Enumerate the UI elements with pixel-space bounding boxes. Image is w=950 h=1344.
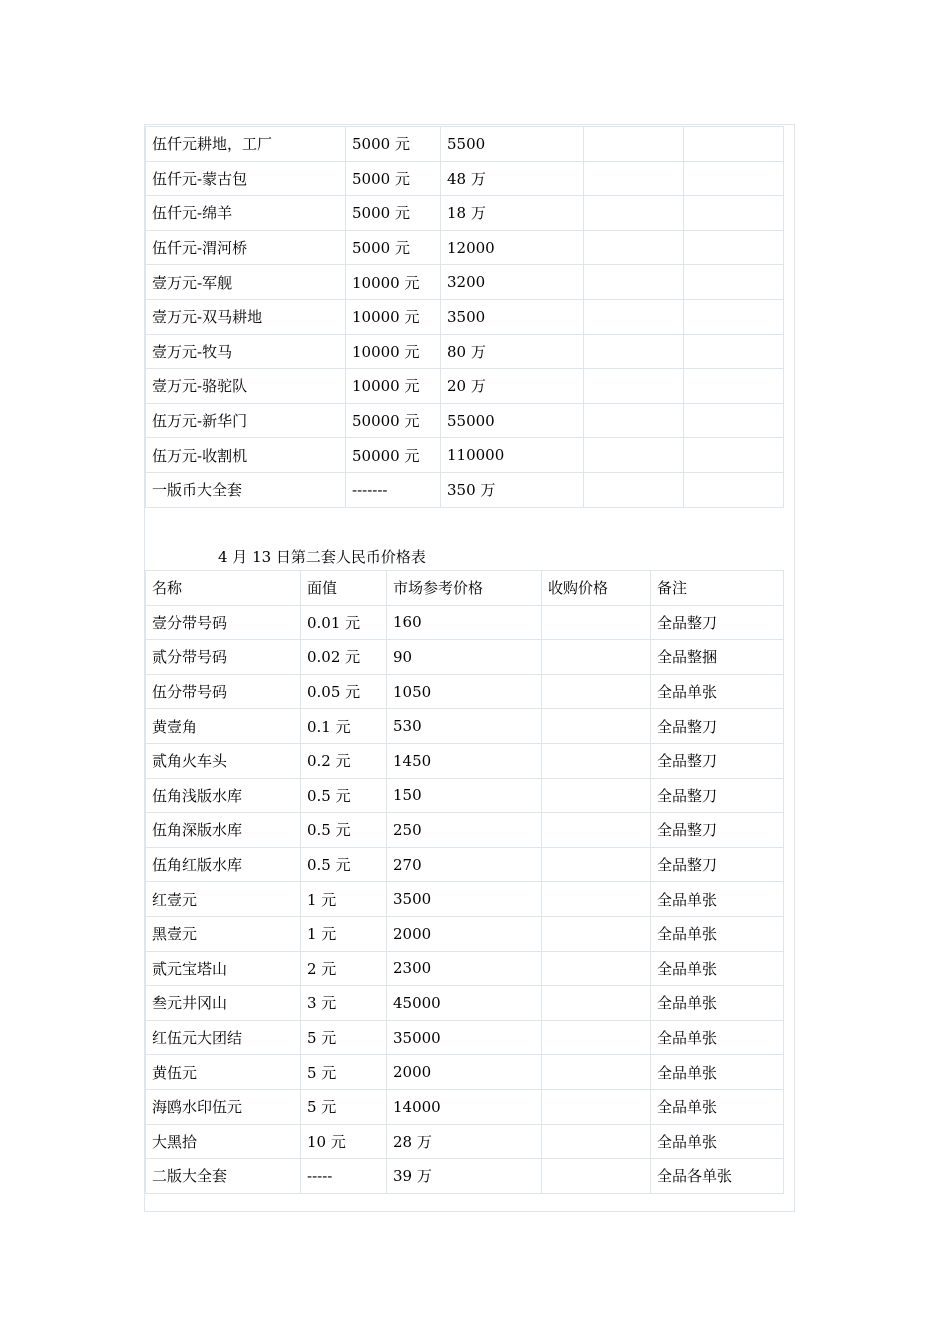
cell-empty [684,334,784,369]
table-row [146,640,784,675]
table-row [146,951,784,986]
cell-name: 壹万元-牧马 [146,334,346,369]
cell-market-price: 48 万 [441,161,584,196]
cell-name: 海鸥水印伍元 [146,1089,301,1124]
cell-market-price: 20 万 [441,369,584,404]
cell-remarks: 全品各单张 [651,1159,784,1194]
cell-name: 红伍元大团结 [146,1020,301,1055]
cell-remarks: 全品整刀 [651,743,784,778]
cell-purchase-price [542,709,651,744]
cell-face-value: 10 元 [301,1124,387,1159]
cell-name: 贰角火车头 [146,743,301,778]
cell-name: 黄壹角 [146,709,301,744]
cell-name: 伍仟元-绵羊 [146,196,346,231]
cell-empty [684,265,784,300]
cell-name: 伍仟元耕地，工厂 [146,127,346,162]
cell-face-value: 10000 元 [346,265,441,300]
cell-face-value: 5000 元 [346,196,441,231]
cell-face-value: 1 元 [301,882,387,917]
cell-name: 壹分带号码 [146,605,301,640]
cell-name: 伍仟元-渭河桥 [146,230,346,265]
cell-name: 伍万元-收割机 [146,438,346,473]
cell-market-price: 80 万 [441,334,584,369]
table-row [146,916,784,951]
header-name: 名称 [146,571,301,606]
cell-market-price: 3500 [441,299,584,334]
cell-name: 伍仟元-蒙古包 [146,161,346,196]
cell-face-value: 0.2 元 [301,743,387,778]
cell-name: 伍角红版水库 [146,847,301,882]
table-row [146,709,784,744]
cell-remarks: 全品单张 [651,951,784,986]
cell-empty [584,196,684,231]
cell-empty [684,472,784,507]
cell-empty [584,438,684,473]
cell-market-price: 3200 [441,265,584,300]
cell-purchase-price [542,743,651,778]
cell-face-value: 0.05 元 [301,674,387,709]
table-row [146,161,784,196]
cell-market-price: 3500 [387,882,542,917]
cell-remarks: 全品整刀 [651,847,784,882]
table-row [146,605,784,640]
cell-purchase-price [542,1089,651,1124]
cell-purchase-price [542,1124,651,1159]
cell-empty [584,334,684,369]
cell-empty [684,403,784,438]
cell-name: 黄伍元 [146,1055,301,1090]
cell-remarks: 全品单张 [651,1089,784,1124]
cell-market-price: 90 [387,640,542,675]
second-series-table-body [146,605,784,1193]
cell-market-price: 55000 [441,403,584,438]
cell-name: 二版大全套 [146,1159,301,1194]
cell-market-price: 150 [387,778,542,813]
cell-market-price: 2000 [387,1055,542,1090]
cell-market-price: 160 [387,605,542,640]
table-row [146,265,784,300]
cell-empty [584,472,684,507]
cell-face-value: 0.02 元 [301,640,387,675]
cell-purchase-price [542,986,651,1021]
cell-name: 大黑拾 [146,1124,301,1159]
table-row [146,1124,784,1159]
cell-purchase-price [542,951,651,986]
cell-face-value: 50000 元 [346,438,441,473]
cell-market-price: 1050 [387,674,542,709]
cell-market-price: 45000 [387,986,542,1021]
cell-empty [684,369,784,404]
cell-face-value: 10000 元 [346,299,441,334]
cell-purchase-price [542,916,651,951]
cell-name: 壹万元-双马耕地 [146,299,346,334]
cell-face-value: 0.1 元 [301,709,387,744]
cell-face-value: 0.01 元 [301,605,387,640]
cell-remarks: 全品单张 [651,1020,784,1055]
table-header-row [146,571,784,606]
cell-remarks: 全品单张 [651,1055,784,1090]
table-row [146,986,784,1021]
cell-empty [584,299,684,334]
cell-remarks: 全品整捆 [651,640,784,675]
cell-remarks: 全品单张 [651,916,784,951]
header-market-price: 市场参考价格 [387,571,542,606]
header-face-value: 面值 [301,571,387,606]
cell-purchase-price [542,1055,651,1090]
cell-purchase-price [542,847,651,882]
cell-purchase-price [542,640,651,675]
cell-market-price: 12000 [441,230,584,265]
cell-market-price: 14000 [387,1089,542,1124]
cell-face-value: 5000 元 [346,127,441,162]
cell-face-value: 10000 元 [346,334,441,369]
cell-face-value: ----- [301,1159,387,1194]
cell-name: 贰元宝塔山 [146,951,301,986]
second-series-price-table [145,570,784,1194]
cell-remarks: 全品单张 [651,986,784,1021]
cell-name: 伍角浅版水库 [146,778,301,813]
cell-name: 伍万元-新华门 [146,403,346,438]
table-row [146,674,784,709]
cell-market-price: 28 万 [387,1124,542,1159]
cell-purchase-price [542,674,651,709]
cell-empty [584,265,684,300]
cell-market-price: 1450 [387,743,542,778]
cell-empty [684,196,784,231]
cell-name: 一版币大全套 [146,472,346,507]
cell-market-price: 270 [387,847,542,882]
first-series-price-table [145,126,784,508]
cell-face-value: 0.5 元 [301,778,387,813]
cell-market-price: 39 万 [387,1159,542,1194]
cell-market-price: 250 [387,813,542,848]
cell-purchase-price [542,1159,651,1194]
cell-purchase-price [542,605,651,640]
cell-name: 伍分带号码 [146,674,301,709]
cell-remarks: 全品整刀 [651,778,784,813]
cell-face-value: 2 元 [301,951,387,986]
header-purchase-price: 收购价格 [542,571,651,606]
header-remarks: 备注 [651,571,784,606]
table-row [146,369,784,404]
cell-market-price: 2000 [387,916,542,951]
cell-name: 黑壹元 [146,916,301,951]
cell-market-price: 110000 [441,438,584,473]
cell-remarks: 全品整刀 [651,709,784,744]
table-row [146,334,784,369]
cell-purchase-price [542,882,651,917]
cell-name: 贰分带号码 [146,640,301,675]
cell-empty [684,299,784,334]
cell-remarks: 全品单张 [651,1124,784,1159]
table-row [146,847,784,882]
cell-face-value: ------- [346,472,441,507]
table-row [146,813,784,848]
table-row [146,403,784,438]
cell-face-value: 1 元 [301,916,387,951]
table-row [146,743,784,778]
cell-empty [684,438,784,473]
table-row [146,778,784,813]
cell-empty [684,230,784,265]
cell-face-value: 50000 元 [346,403,441,438]
table-row [146,127,784,162]
cell-name: 红壹元 [146,882,301,917]
table-row [146,882,784,917]
table-row [146,1020,784,1055]
table-row [146,299,784,334]
cell-market-price: 18 万 [441,196,584,231]
cell-market-price: 5500 [441,127,584,162]
table-row [146,1055,784,1090]
table-row [146,196,784,231]
cell-empty [684,127,784,162]
cell-remarks: 全品整刀 [651,605,784,640]
cell-market-price: 35000 [387,1020,542,1055]
table-row [146,1159,784,1194]
first-series-table-body [146,127,784,508]
cell-name: 壹万元-军舰 [146,265,346,300]
table-row [146,1089,784,1124]
table-row [146,438,784,473]
table-row [146,472,784,507]
cell-name: 叁元井冈山 [146,986,301,1021]
cell-market-price: 350 万 [441,472,584,507]
cell-face-value: 0.5 元 [301,847,387,882]
cell-remarks: 全品整刀 [651,813,784,848]
cell-face-value: 0.5 元 [301,813,387,848]
cell-face-value: 5000 元 [346,230,441,265]
second-series-table-caption: 4 月 13 日第二套人民币价格表 [218,548,426,566]
cell-face-value: 5 元 [301,1055,387,1090]
cell-remarks: 全品单张 [651,882,784,917]
cell-purchase-price [542,1020,651,1055]
cell-empty [584,403,684,438]
cell-empty [584,369,684,404]
cell-face-value: 5 元 [301,1089,387,1124]
cell-face-value: 10000 元 [346,369,441,404]
cell-face-value: 3 元 [301,986,387,1021]
cell-name: 伍角深版水库 [146,813,301,848]
cell-purchase-price [542,813,651,848]
cell-face-value: 5 元 [301,1020,387,1055]
cell-market-price: 2300 [387,951,542,986]
cell-market-price: 530 [387,709,542,744]
cell-empty [584,230,684,265]
table-row [146,230,784,265]
cell-remarks: 全品单张 [651,674,784,709]
cell-empty [584,161,684,196]
cell-purchase-price [542,778,651,813]
cell-empty [684,161,784,196]
cell-face-value: 5000 元 [346,161,441,196]
cell-name: 壹万元-骆驼队 [146,369,346,404]
cell-empty [584,127,684,162]
